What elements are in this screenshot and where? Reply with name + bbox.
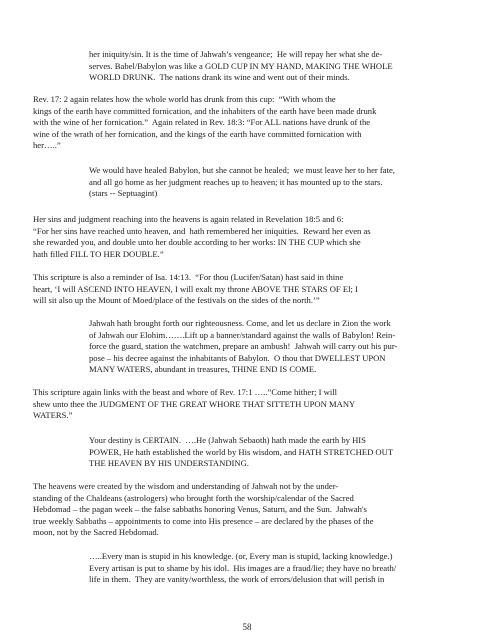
paragraph-babylon-cup: her iniquity/sin. It is the time of Jahwah’s vengeance; He will repay her what she de- serves. Babel/Babylon was like a GOLD CUP IN MY HAND, MAKING THE WHOLE WORLD DRUNK. The nations drank its wine and went out of their minds. — [89, 49, 393, 82]
page-number: 58 — [242, 622, 252, 632]
paragraph-chaldeans: The heavens were created by the wisdom and understanding of Jahwah not by the under- standing of the Chaldeans (astrologers) who brought forth the worship/calendar of the Sacred Hebdomad – the pagan week – the false sabbaths honoring Venus, Saturn, and the Sun. Jahwah's true weekly Sabbaths – appointments to come into His presence – are declared by the phases of the moon, not by the Sacred Hebdomad. — [33, 481, 374, 537]
paragraph-rev-17-2: Rev. 17: 2 again relates how the whole world has drunk from this cup: “With whom the kings of the earth have committed fornication, and the inhabiters of the earth have been made drunk with the wine of her fornication.” Again related in Rev. 18:3: “For ALL nations have drunk of the wine of the wrath of her fornication, and the kings of the earth have committed fornication with her…..” — [33, 94, 377, 150]
paragraph-isa-14-13: This scripture is also a reminder of Isa. 14:13. “For thou (Lucifer/Satan) hast said in thine heart, ‘I will ASCEND INTO HEAVEN, I will exalt my throne ABOVE THE STARS OF El; I will sit also up the Mount of Moed/place of the festivals on the sides of the north.’” — [33, 272, 358, 305]
paragraph-zion-work: Jahwah hath brought forth our righteousness. Come, and let us declare in Zion the work of Jahwah our Elohim…….Lift up a banner/standard against the walls of Babylon! Rein- force the guard, station the watchmen, prepare an ambush! Jahwah will carry out his pur- pose – his decree against the inhabitants of Babylon. O thou that DWELLEST UPON MANY WATERS, abundant in treasures, THINE END IS COME. — [89, 318, 398, 374]
paragraph-destiny-certain: Your destiny is CERTAIN. ….He (Jahwah Sebaoth) hath made the earth by HIS POWER, He hath established the world by His wisdom, and HATH STRETCHED OUT THE HEAVEN BY HIS UNDERSTANDING. — [89, 435, 394, 468]
paragraph-rev-18-5: Her sins and judgment reaching into the heavens is again related in Revelation 18:5 and 6: “For her sins have reached unto heaven, and hath remembered her iniquities. Reward her even as she rewarded you, and double unto her double according to her works: IN THE CUP which she hath filled FILL TO HER DOUBLE.” — [33, 214, 371, 259]
paragraph-rev-17-1: This scripture again links with the beast and whore of Rev. 17:1 …..”Come hither; I will shew unto thee the JUDGMENT OF THE GREAT WHORE THAT SITTETH UPON MANY WATERS.” — [33, 387, 356, 420]
paragraph-stupid-knowledge: …..Every man is stupid in his knowledge. (or, Every man is stupid, lacking knowledge.) Every artisan is put to shame by his idol. His images are a fraud/lie; they have no breath/ life in them. They are vanity/worthless, the work of errors/delusion that will perish in — [89, 551, 397, 584]
paragraph-healed-babylon: We would have healed Babylon, but she cannot be healed; we must leave her to her fate, and all go home as her judgment reaches up to heaven; it has mounted up to the stars. (stars -- Septuagint) — [89, 165, 395, 198]
